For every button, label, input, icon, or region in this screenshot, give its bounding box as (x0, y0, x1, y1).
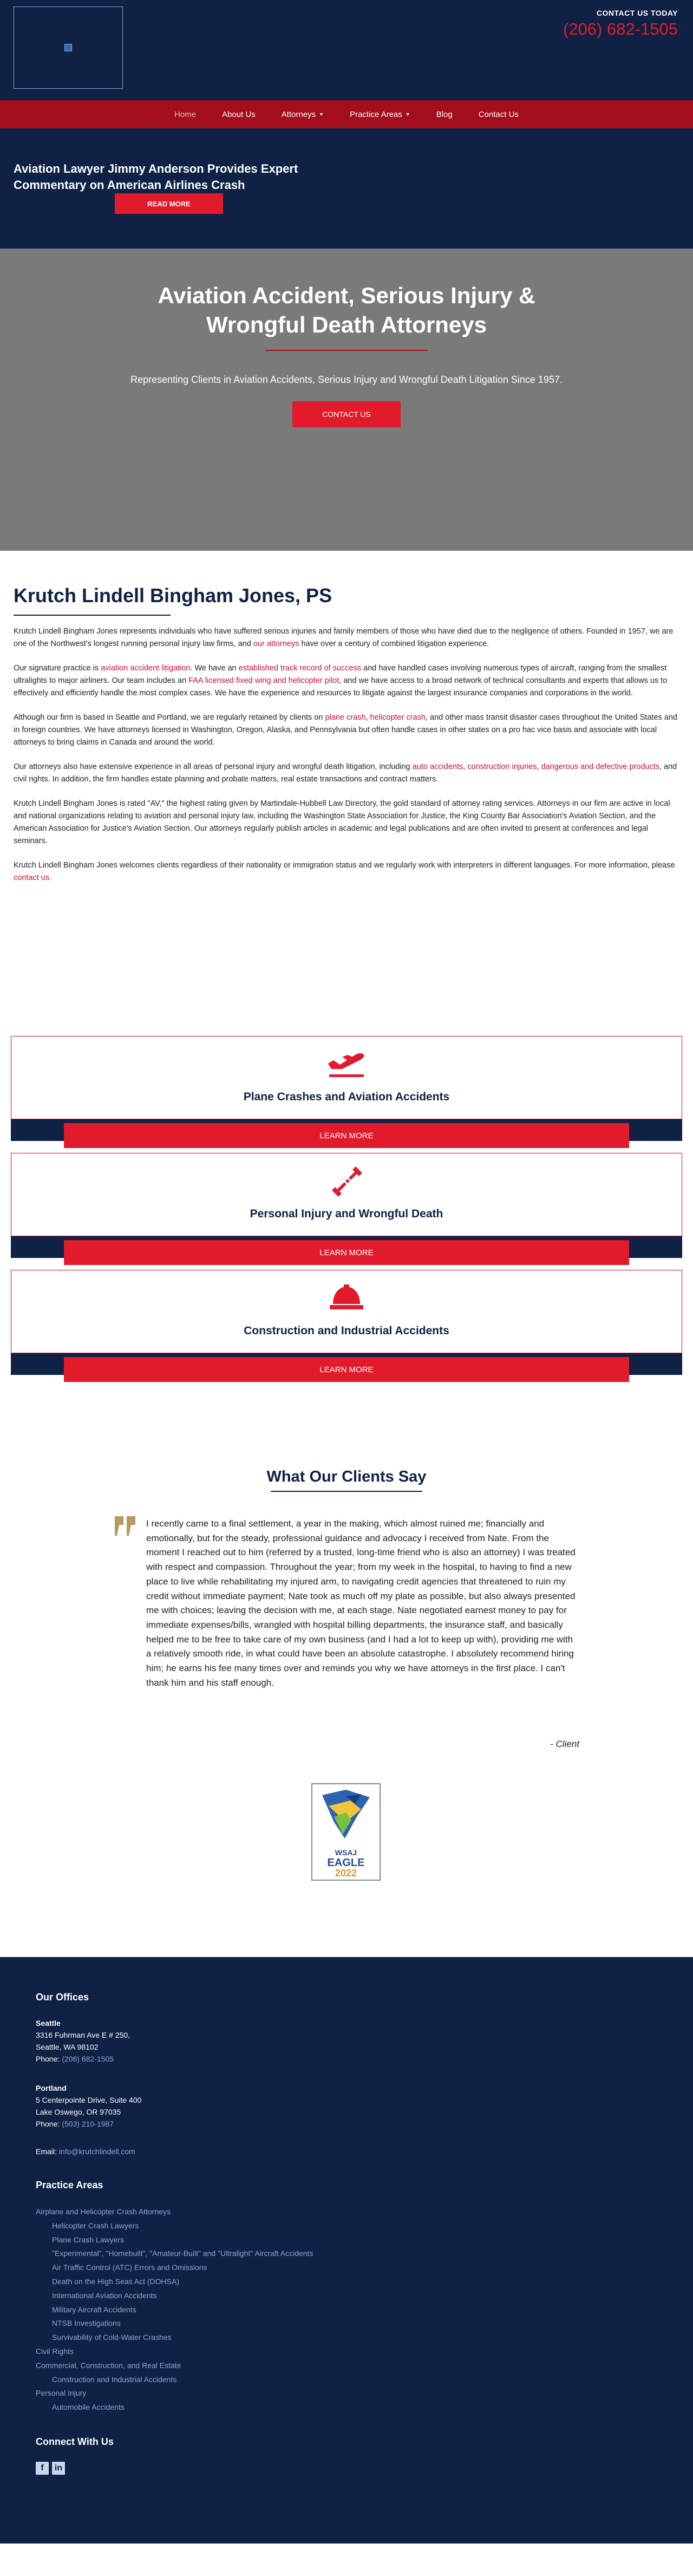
text: , and we have access to a broad network of technical consultants and experts that allows us to effectively and efficiently handle the most complex cases. We have the experience and resources to litigate against the largest insurance companies and corporations in the world. (14, 676, 668, 697)
phone-label: Phone: (36, 2120, 62, 2128)
news-banner (0, 128, 693, 249)
news-title: Aviation Lawyer Jimmy Anderson Provides Expert Commentary on American Airlines Crash (14, 162, 298, 192)
social-links (36, 2462, 693, 2475)
our-attorneys-link[interactable]: our attorneys (253, 640, 299, 648)
practice-area-link[interactable]: International Aviation Accidents (52, 2291, 157, 2300)
card-title: Personal Injury and Wrongful Death (250, 1208, 443, 1220)
chevron-down-icon: ▼ (319, 112, 324, 117)
phone-label: Phone: (36, 2055, 62, 2063)
text: Krutch Lindell Bingham Jones represents individuals who have suffered serious injuries and family members of those who have died due to the negligence of others. Founded in 1957, we are one of the Northwest's longest running personal injury law firms, and (14, 627, 674, 648)
hero-section (0, 249, 693, 551)
learn-more-construction-button[interactable]: LEARN MORE (64, 1357, 629, 1382)
footer-email (36, 2147, 693, 2156)
practice-area-link[interactable]: Helicopter Crash Lawyers (52, 2221, 139, 2230)
testimonial-section (0, 1468, 693, 1783)
hard-hat-icon (11, 1281, 682, 1314)
email-link[interactable]: info@krutchlindell.com (58, 2147, 135, 2156)
airplane-departure-icon (11, 1047, 682, 1080)
practice-card-construction[interactable] (11, 1270, 682, 1353)
practice-area-link[interactable]: Construction and Industrial Accidents (52, 2375, 177, 2384)
about-paragraph (14, 712, 679, 749)
text: , (463, 762, 468, 771)
testimonial-author: - Client (550, 1739, 579, 1749)
nav-label: Attorneys (281, 109, 316, 119)
practice-area-link[interactable]: NTSB Investigations (52, 2319, 121, 2328)
nav-attorneys[interactable] (282, 110, 324, 119)
aviation-litigation-link[interactable]: aviation accident litigation (101, 664, 191, 673)
badge-text: EAGLE (327, 1857, 365, 1869)
practice-area-link[interactable]: Survivability of Cold-Water Crashes (52, 2333, 172, 2342)
seattle-phone-link[interactable]: (206) 682-1505 (62, 2055, 114, 2063)
nav-blog[interactable] (436, 110, 453, 119)
contact-us-button[interactable]: CONTACT US (292, 401, 401, 427)
hero-title (0, 281, 693, 340)
text: , (537, 762, 541, 771)
practice-card-aviation[interactable] (11, 1036, 682, 1119)
auto-accidents-link[interactable]: auto accidents (412, 762, 463, 771)
contact-us-link[interactable]: contact us (14, 873, 50, 882)
helicopter-crash-link[interactable]: helicopter crash (370, 713, 426, 722)
nav-label: Contact Us (478, 109, 519, 119)
learn-more-injury-button[interactable]: LEARN MORE (64, 1240, 629, 1265)
card-title: Construction and Industrial Accidents (244, 1325, 449, 1337)
practice-cards (0, 1036, 693, 1468)
hero-title-line: Wrongful Death Attorneys (206, 312, 487, 337)
connect-title: Connect With Us (36, 2436, 114, 2447)
office-address: 3316 Fuhrman Ave E # 250, (36, 2031, 130, 2039)
faa-pilot-link[interactable]: FAA licensed fixed wing and helicopter pilot (188, 676, 339, 685)
about-section (0, 551, 693, 1036)
practice-area-link[interactable]: Civil Rights (36, 2346, 74, 2356)
about-paragraph (14, 761, 679, 786)
text: Our attorneys also have extensive experience in all areas of personal injury and wrongful death litigation, including (14, 762, 413, 771)
quote-icon (114, 1514, 138, 1538)
text: Our signature practice is (14, 664, 101, 673)
practice-area-link[interactable]: Plane Crash Lawyers (52, 2235, 125, 2244)
practice-area-link[interactable]: Personal Injury (36, 2389, 87, 2398)
practice-area-link[interactable]: "Experimental", "Homebuilt", "Amateur-Built" and "Ultralight" Aircraft Accidents (52, 2249, 313, 2258)
practice-card-personal-injury[interactable] (11, 1153, 682, 1236)
about-paragraph (14, 625, 679, 650)
office-seattle (36, 2017, 693, 2065)
about-title: Krutch Lindell Bingham Jones, PS (14, 584, 332, 606)
hero-subtitle: Representing Clients in Aviation Accidents, Serious Injury and Wrongful Death Litigation Since 1957. (130, 374, 563, 385)
text: Although our firm is based in Seattle and Portland, we are regularly retained by clients on (14, 713, 325, 722)
learn-more-aviation-button[interactable]: LEARN MORE (64, 1123, 629, 1148)
text: . We have an (190, 664, 239, 673)
wsaj-eagle-badge (311, 1783, 381, 1881)
eagle-icon (312, 1784, 380, 1845)
track-record-link[interactable]: established track record of success (238, 664, 362, 673)
hero-divider (265, 350, 428, 351)
chevron-down-icon: ▼ (405, 112, 410, 117)
offices-title: Our Offices (36, 1992, 89, 2003)
text: , and civil rights. In addition, the firm handles estate planning and probate matters, real estate transactions and contract matters. (14, 762, 677, 784)
practice-area-link[interactable]: Military Aircraft Accidents (52, 2305, 136, 2314)
text: . (49, 873, 52, 882)
office-phone (36, 2118, 693, 2130)
about-paragraph (14, 859, 679, 884)
office-portland (36, 2082, 693, 2130)
site-logo[interactable] (14, 6, 123, 89)
nav-label: Practice Areas (350, 109, 402, 119)
about-paragraph (14, 662, 679, 700)
practice-area-link[interactable]: Air Traffic Control (ATC) Errors and Omissions (52, 2263, 207, 2272)
portland-phone-link[interactable]: (503) 210-1987 (62, 2120, 114, 2128)
testimonial-text: I recently came to a final settlement, a year in the making, which almost ruined me; financially and emotionally, but for the steady, professional guidance and advocacy I received from Nate. From the moment I reached out to him (referred by a trusted, long-time friend who is also an attorney) I was treated with respect and compassion. Throughout the year; from my week in the hospital, to having to find a new place to live while rehabilitating my injured arm, to navigating credit agencies that threatened to ruin my credit without immediate payment; Nate took as much off my plate as possible, but also always presented me with choices; leaving the decision with me, at each stage. Nate negotiated earnest money to pay for immediate expenses/bills, wrangled with hospital billing departments, the insurance staff, and basically helped me to be free to take care of my own business (and I had a lot to keep up with), providing me with a relatively smooth ride, in what could have been an absolute catastrophe. I absolutely recommend hiring him; he earns his fee many times over and reminds you why we have attorneys in the first place. I can't thank him and his staff enough. (146, 1518, 576, 1688)
testimonial-title: What Our Clients Say (266, 1468, 427, 1485)
office-city: Portland (36, 2084, 67, 2092)
nav-label: Home (174, 109, 197, 119)
award-section (0, 1783, 693, 1957)
practice-area-link[interactable]: Death on the High Seas Act (DOHSA) (52, 2277, 179, 2286)
header-phone-link[interactable]: (206) 682-1505 (563, 19, 678, 38)
about-divider (14, 615, 171, 616)
nav-label: Blog (436, 109, 453, 119)
text: have over a century of combined litigation experience. (299, 640, 489, 648)
hero-title-line: Aviation Accident, Serious Injury & (158, 283, 535, 308)
practice-areas-title: Practice Areas (36, 2180, 103, 2190)
text: , and other mass transit disaster cases throughout the United States and in foreign countries. We have attorneys licensed in Washington, Oregon, Alaska, and Pennsylvania but often handle cases in other states on a pro hac vice basis and associate with local attorneys to bring claims in Canada and around the world. (14, 713, 677, 747)
text: Krutch Lindell Bingham Jones welcomes clients regardless of their nationality or immigration status and we regularly work with interpreters in different languages. For more information, please (14, 861, 675, 870)
office-address: Lake Oswego, OR 97035 (36, 2108, 121, 2116)
construction-injuries-link[interactable]: construction injuries (467, 762, 537, 771)
nav-about-us[interactable] (222, 110, 256, 119)
defective-products-link[interactable]: dangerous and defective products (541, 762, 659, 771)
practice-area-link[interactable]: Airplane and Helicopter Crash Attorneys (36, 2207, 171, 2216)
nav-contact-us[interactable] (479, 110, 519, 119)
practice-areas-list (36, 2205, 693, 2415)
linkedin-icon[interactable]: in (52, 2462, 65, 2475)
read-more-button[interactable]: READ MORE (115, 193, 223, 214)
contact-label: CONTACT US TODAY (596, 9, 678, 17)
office-address: 5 Centerpointe Drive, Suite 400 (36, 2096, 142, 2104)
office-address: Seattle, WA 98102 (36, 2043, 99, 2051)
nav-home[interactable] (174, 110, 196, 119)
office-phone (36, 2053, 693, 2065)
text: and have handled cases involving numerous types of aircraft, ranging from the smallest ultralights to major airliners. Our team includes an (14, 664, 667, 685)
logo-icon (64, 44, 72, 51)
site-header (0, 0, 693, 100)
header-contact (563, 9, 678, 39)
facebook-icon[interactable]: f (36, 2462, 49, 2475)
crutch-icon (11, 1164, 682, 1199)
practice-area-link[interactable]: Commercial, Construction, and Real Estate (36, 2360, 181, 2370)
email-label: Email: (36, 2147, 59, 2156)
nav-practice-areas[interactable] (350, 110, 410, 119)
testimonial-divider (271, 1491, 422, 1492)
office-city: Seattle (36, 2019, 61, 2027)
badge-year: 2022 (335, 1868, 357, 1879)
main-nav (0, 100, 693, 128)
about-paragraph: Krutch Lindell Bingham Jones is rated "AV," the highest rating given by Martindale-Hubbell Law Directory, the gold standard of attorney rating services. Attorneys in our firm are active in local and national organizations relating to aviation and personal injury law, including the Washington State Association for Justice, the King County Bar Association's Aviation Section, and the American Association for Justice's Aviation Section. Our attorneys regularly publish articles in academic and legal publications and are often invited to present at conferences and legal seminars. (14, 799, 670, 845)
nav-label: About Us (222, 109, 256, 119)
text: , (365, 713, 370, 722)
badge-text: WSAJ (335, 1848, 357, 1857)
site-footer (0, 1957, 693, 2544)
plane-crash-link[interactable]: plane crash (325, 713, 366, 722)
practice-area-link[interactable]: Automobile Accidents (52, 2403, 125, 2412)
card-title: Plane Crashes and Aviation Accidents (243, 1091, 450, 1103)
